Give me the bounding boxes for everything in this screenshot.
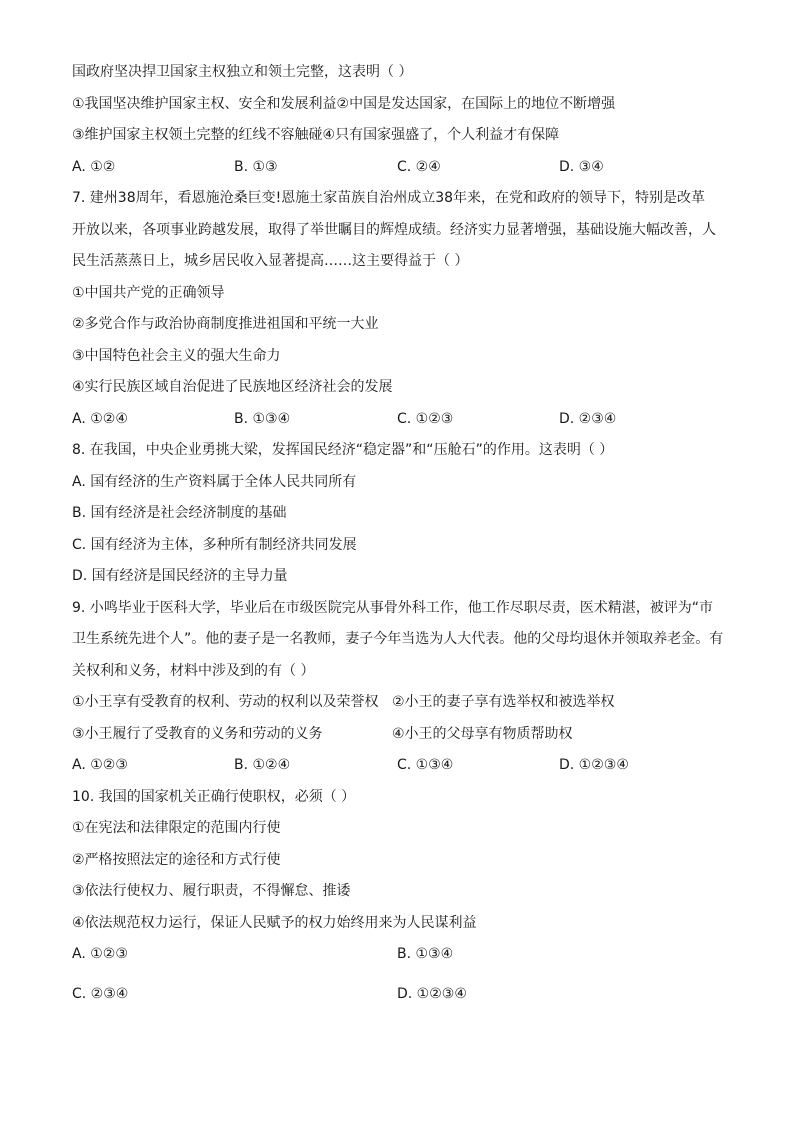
q7-option-d: D. ②③④ [559, 410, 617, 427]
q6-item-line-2: ③维护国家主权领土完整的红线不容触碰④只有国家强盛了，个人利益才有保障 [72, 127, 560, 143]
q9-stem-line-3: 关权利和义务，材料中涉及到的有（ ） [72, 662, 315, 679]
q10-options-row-1 [72, 944, 732, 964]
q7-option-b: B. ①③④ [234, 410, 291, 427]
q7-item-3: ③中国特色社会主义的强大生命力 [72, 347, 281, 364]
q9-item-4: ④小王的父母享有物质帮助权 [392, 725, 573, 742]
q9-items-row-2 [72, 724, 732, 744]
q7-options [72, 409, 732, 429]
q8-option-a: A. 国有经济的生产资料属于全体人民共同所有 [72, 473, 357, 490]
q7-stem-line-1: 7. 建州38周年，看恩施沧桑巨变!恩施土家苗族自治州成立38年来，在党和政府的领导下，特别是改革 [72, 190, 706, 206]
q10-option-b: B. ①③④ [397, 946, 454, 962]
q9-option-b: B. ①②④ [234, 757, 291, 773]
q9-item-1: ①小王享有受教育的权利、劳动的权利以及荣誉权 [72, 694, 379, 710]
q10-options-row-2 [72, 984, 732, 1004]
q7-item-4: ④实行民族区域自治促进了民族地区经济社会的发展 [72, 379, 393, 395]
q10-item-3: ③依法行使权力、履行职责，不得懈怠、推诿 [72, 883, 351, 899]
q9-items-row-1 [72, 692, 732, 712]
q9-option-d: D. ①②③④ [559, 757, 629, 773]
q8-stem: 8. 在我国，中央企业勇挑大梁，发挥国民经济“稳定器”和“压舱石”的作用。这表明（ ） [72, 442, 614, 458]
q8-option-d: D. 国有经济是国民经济的主导力量 [72, 568, 288, 584]
q10-stem: 10. 我国的国家机关正确行使职权，必须（ ） [72, 788, 356, 805]
q6-stem-tail: 国政府坚决捍卫国家主权独立和领土完整，这表明（ ） [72, 64, 413, 80]
q9-options [72, 755, 732, 775]
q7-option-c: C. ①②③ [397, 410, 454, 427]
exam-page [72, 62, 732, 1016]
q6-option-a: A. ①② [72, 158, 116, 175]
q10-item-1: ①在宪法和法律限定的范围内行使 [72, 820, 281, 836]
q10-option-d: D. ①②③④ [397, 986, 467, 1002]
q7-item-2: ②多党合作与政治协商制度推进祖国和平统一大业 [72, 316, 379, 332]
q9-stem-line-1: 9. 小鸣毕业于医科大学，毕业后在市级医院完从事骨外科工作，他工作尽职尽责，医术精湛，被评为“市 [72, 599, 714, 616]
q10-option-c: C. ②③④ [72, 986, 129, 1002]
q9-item-2: ②小王的妻子享有选举权和被选举权 [392, 694, 615, 710]
q7-option-a: A. ①②④ [72, 410, 128, 427]
q8-option-c: C. 国有经济为主体，多种所有制经济共同发展 [72, 536, 357, 553]
q10-option-a: A. ①②③ [72, 946, 128, 962]
q9-option-c: C. ①③④ [397, 757, 454, 773]
q6-options [72, 157, 732, 177]
q10-item-2: ②严格按照法定的途径和方式行使 [72, 851, 281, 868]
q7-stem-line-3: 民生活蒸蒸日上，城乡居民收入显著提高……这主要得益于（ ） [72, 253, 469, 269]
q6-option-c: C. ②④ [397, 158, 441, 175]
q7-item-1: ①中国共产党的正确领导 [72, 284, 225, 301]
q8-option-b: B. 国有经济是社会经济制度的基础 [72, 505, 287, 521]
q9-stem-line-2: 卫生系统先进个人”。他的妻子是一名教师，妻子今年当选为人大代表。他的父母均退休并领取养老金。有 [72, 631, 724, 647]
q9-option-a: A. ①②③ [72, 757, 128, 773]
q7-stem-line-2: 开放以来，各项事业跨越发展，取得了举世瞩目的辉煌成绩。经济实力显著增强，基础设施大幅改善，人 [72, 221, 716, 238]
q9-item-3: ③小王履行了受教育的义务和劳动的义务 [72, 725, 323, 742]
q10-item-4: ④依法规范权力运行，保证人民赋予的权力始终用来为人民谋利益 [72, 914, 477, 931]
q6-item-line-1: ①我国坚决维护国家主权、安全和发展利益②中国是发达国家，在国际上的地位不断增强 [72, 95, 616, 112]
q6-option-d: D. ③④ [559, 158, 604, 175]
q6-option-b: B. ①③ [234, 158, 278, 175]
